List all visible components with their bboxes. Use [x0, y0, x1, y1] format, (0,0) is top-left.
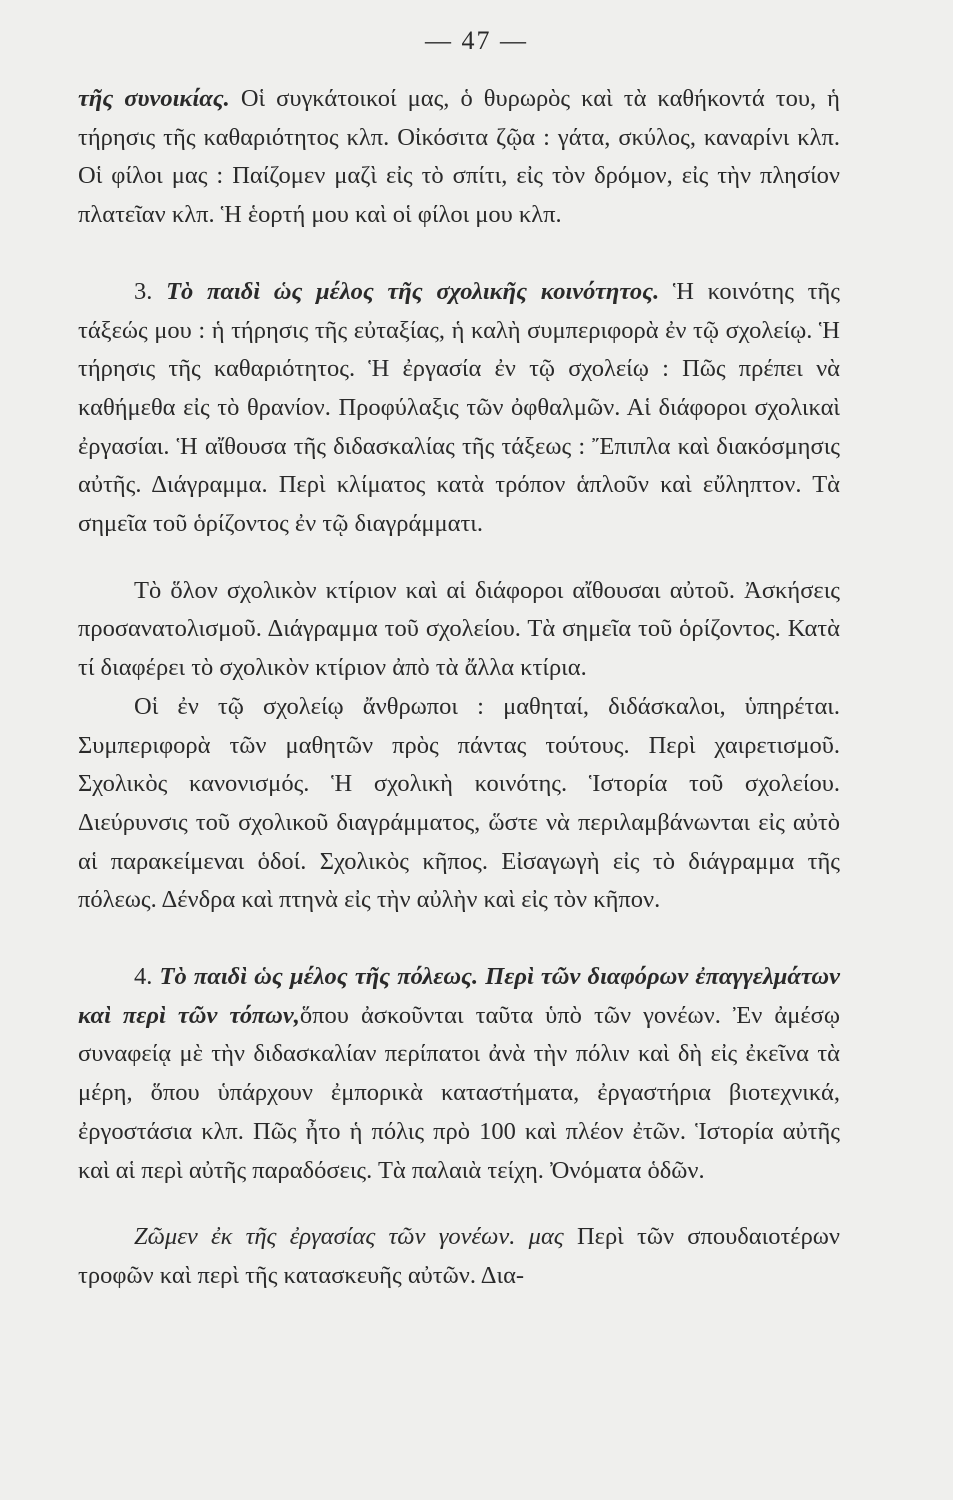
- page-number: — 47 —: [425, 26, 528, 55]
- paragraph-school-building: [78, 572, 840, 688]
- paragraph-text: Τὸ ὅλον σχολικὸν κτίριον καὶ αἱ διάφοροι αἴθουσαι αὐτοῦ. Ἀσκήσεις προσανατολισμοῦ. Διάγραμμα τοῦ σχολείου. Τὰ σημεῖα τοῦ ὁρίζοντος. Κατὰ τί διαφέρει τὸ σχολικὸν κτίριον ἀπὸ τὰ ἄλλα κτίρια.: [78, 576, 840, 682]
- paragraph-school-people: [78, 688, 840, 920]
- section-number: 4.: [134, 963, 153, 991]
- section-number: 3.: [134, 277, 153, 305]
- paragraph-text: ὅπου ἀσκοῦνται ταῦτα ὑπὸ τῶν γονέων. Ἐν ἀμέσῳ συναφείᾳ μὲ τὴν διδασκαλίαν περίπατοι ἀνὰ τὴν πόλιν καὶ δὴ εἰς ἐκεῖνα τὰ μέρη, ὅπου ὑπάρχουν ἐμπορικὰ καταστήματα, ἐργαστήρια βιοτεχνικά, ἐργοστάσια κλπ. Πῶς ἦτο ἡ πόλις πρὸ 100 καὶ πλέον ἐτῶν. Ἱστορία αὐτῆς καὶ αἱ περὶ αὐτῆς παραδόσεις. Τὰ παλαιὰ τείχη. Ὀνόματα ὁδῶν.: [78, 1001, 840, 1184]
- section-heading: Τὸ παιδὶ ὡς μέλος τῆς πόλεως. Περὶ τῶν διαφόρων ἐπαγγελμάτων καὶ περὶ τῶν τόπων,: [78, 963, 840, 1029]
- paragraph-neighborhood: [78, 80, 840, 235]
- paragraph-city: [78, 958, 840, 1190]
- paragraph-text: Περὶ τῶν σπουδαιοτέρων τροφῶν καὶ περὶ τῆς κατασκευῆς αὐτῶν. Δια-: [78, 1223, 841, 1289]
- paragraph-school-community: [78, 273, 840, 544]
- paragraph-lead: τῆς συνοικίας.: [78, 85, 230, 112]
- paragraph-text: Ἡ κοινότης τῆς τάξεώς μου : ἡ τήρησις τῆς εὐταξίας, ἡ καλὴ συμπεριφορὰ ἐν τῷ σχολείῳ. Ἡ τήρησις τῆς καθαριότητος. Ἡ ἐργασία ἐν τῷ σχολείῳ : Πῶς πρέπει νὰ καθήμεθα εἰς τὸ θρανίον. Προφύλαξις τῶν ὀφθαλμῶν. Αἱ διάφοροι σχολικαὶ ἐργασίαι. Ἡ αἴθουσα τῆς διδασκαλίας τῆς τάξεως : Ἔπιπλα καὶ διακόσμησις αὐτῆς. Διάγραμμα. Περὶ κλίματος κατὰ τρόπον ἁπλοῦν καὶ εὔληπτον. Τὰ σημεῖα τοῦ ὁρίζοντος ἐν τῷ διαγράμματι.: [78, 277, 840, 538]
- paragraph-text: Οἱ ἐν τῷ σχολείῳ ἄνθρωποι : μαθηταί, διδάσκαλοι, ὑπηρέται. Συμπεριφορὰ τῶν μαθητῶν πρὸς πάντας τούτους. Περὶ χαιρετισμοῦ. Σχολικὸς κανονισμός. Ἡ σχολικὴ κοινότης. Ἱστορία τοῦ σχολείου. Διεύρυνσις τοῦ σχολικοῦ διαγράμματος, ὥστε νὰ περιλαμβάνωνται εἰς αὐτὸ αἱ παρακείμεναι ὁδοί. Σχολικὸς κῆπος. Εἰσαγωγὴ εἰς τὸ διάγραμμα τῆς πόλεως. Δένδρα καὶ πτηνὰ εἰς τὴν αὐλὴν καὶ εἰς τὸν κῆπον.: [78, 692, 840, 914]
- paragraph-text: Οἱ συγκάτοικοί μας, ὁ θυρωρὸς καὶ τὰ καθήκοντά του, ἡ τήρησις τῆς καθαριότητος κλπ. Οἰκόσιτα ζῷα : γάτα, σκύλος, καναρίνι κλπ. Οἱ φίλοι μας : Παίζομεν μαζὶ εἰς τὸ σπίτι, εἰς τὸν δρόμον, εἰς τὴν πλησίον πλατεῖαν κλπ. Ἡ ἑορτή μου καὶ οἱ φίλοι μου κλπ.: [78, 85, 840, 229]
- paragraph-parents-work: [78, 1218, 840, 1295]
- section-heading: Τὸ παιδὶ ὡς μέλος τῆς σχολικῆς κοινότητος.: [166, 277, 660, 305]
- page-body: [78, 80, 840, 1296]
- paragraph-lead: Ζῶμεν ἐκ τῆς ἐργασίας τῶν γονέων. μας: [134, 1223, 564, 1251]
